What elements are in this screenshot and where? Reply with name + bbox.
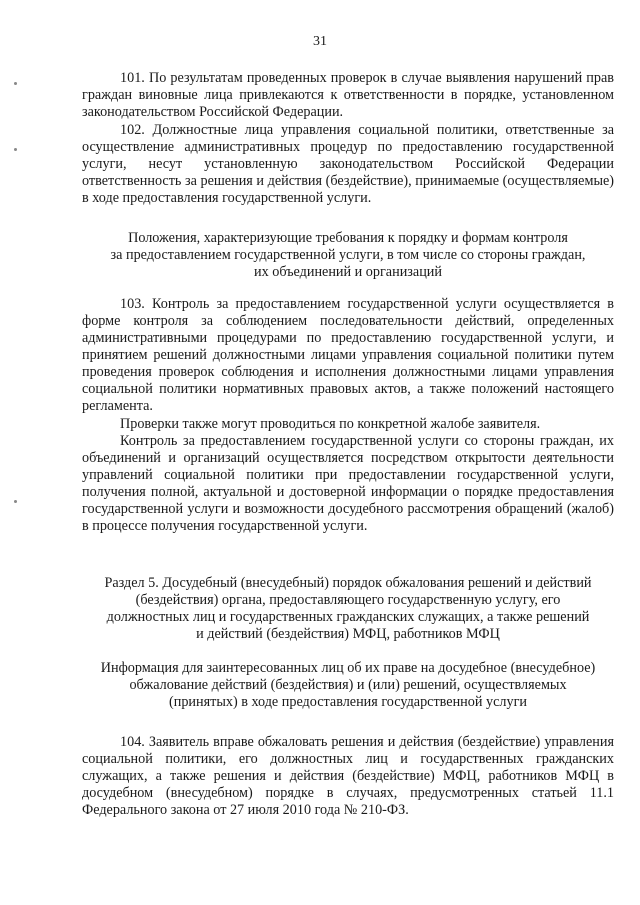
heading-info — [82, 660, 614, 711]
heading-control-provisions — [82, 230, 614, 281]
paragraph-103: 103. Контроль за предоставлением государственной услуги осуществляется в форме контроля за соблюдением последовательности действий, определенных административными процедурами по предоставлению государственной услуги, и принятием решений должностными лицами управления социальной политики путем проведения проверок соблюдения и исполнения должностными лицами управления социальной политики нормативных правовых актов, а также положений настоящего регламента. — [82, 296, 614, 414]
margin-mark — [14, 500, 17, 503]
heading-line: Информация для заинтересованных лиц об их праве на досудебное (внесудебное) — [100, 660, 596, 676]
paragraph-101: 101. По результатам проведенных проверок в случае выявления нарушений прав граждан виновные лица привлекаются к ответственности в порядке, установленном законодательством Российской Федерации. — [82, 70, 614, 120]
heading-line: Раздел 5. Досудебный (внесудебный) порядок обжалования решений и действий — [104, 575, 592, 591]
paragraph-104: 104. Заявитель вправе обжаловать решения и действия (бездействие) управления социальной политики, его должностных лиц и государственных гражданских служащих, а также решения и действия (бездействие) МФЦ, работников МФЦ в досудебном (внесудебном) порядке в случаях, предусмотренных статьей 11.1 Федерального закона от 27 июля 2010 года № 210-ФЗ. — [82, 734, 614, 818]
heading-line: (бездействия) органа, предоставляющего государственную услугу, его — [135, 592, 561, 608]
margin-mark — [14, 148, 17, 151]
heading-line: за предоставлением государственной услуги, в том числе со стороны граждан, — [110, 247, 586, 263]
heading-section-5 — [82, 575, 614, 643]
heading-line: их объединений и организаций — [254, 264, 442, 280]
heading-line: (принятых) в ходе предоставления государственной услуги — [169, 694, 527, 710]
heading-line: и действий (бездействия) МФЦ, работников МФЦ — [196, 626, 500, 642]
page-number: 31 — [313, 34, 327, 49]
heading-line: Положения, характеризующие требования к порядку и формам контроля — [128, 230, 568, 246]
margin-mark — [14, 82, 17, 85]
paragraph-102: 102. Должностные лица управления социальной политики, ответственные за осуществление административных процедур по предоставлению государственной услуги, несут установленную законодательством Российской Федерации ответственность за решения и действия (бездействие), принимаемые (осуществляемые) в ходе предоставления государственной услуги. — [82, 122, 614, 206]
heading-line: обжалование действий (бездействия) и (или) решений, осуществляемых — [129, 677, 567, 693]
heading-line: должностных лиц и государственных гражданских служащих, а также решений — [106, 609, 590, 625]
paragraph-103-checks: Проверки также могут проводиться по конкретной жалобе заявителя. — [120, 416, 541, 432]
paragraph-103-public-control: Контроль за предоставлением государственной услуги со стороны граждан, их объединений и организаций осуществляется посредством открытости деятельности управлений социальной политики при предоставлении государственной услуги, получения полной, актуальной и достоверной информации о порядке предоставления государственной услуги и возможности досудебного рассмотрения обращений (жалоб) в процессе получения государственной услуги. — [82, 433, 614, 534]
